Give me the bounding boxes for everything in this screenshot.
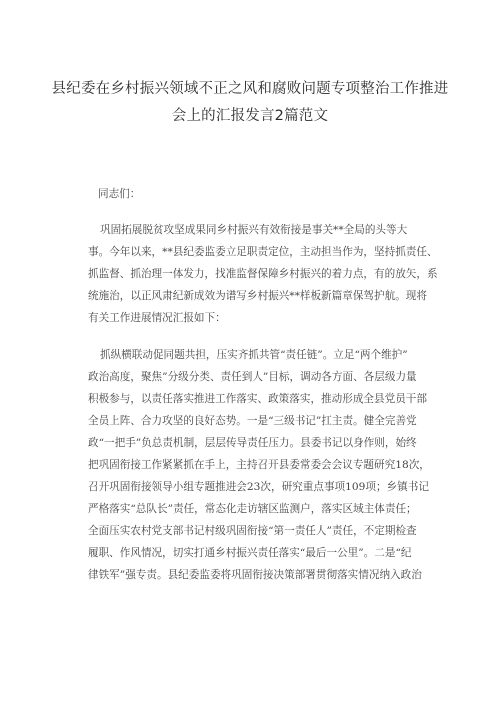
paragraph-2-line: 积极参与，以责任落实推进工作落实、政策落实，推动形成全县党员干部 [88,393,427,405]
paragraph-2-line: 把巩固衔接工作紧紧抓在手上，主持召开县委常委会会议专题研究18次， [88,459,430,471]
paragraph-2-line: 全员上阵、合力攻坚的良好态势。一是“三级书记”扛主责。健全完善党 [88,415,417,427]
paragraph-1-line: 有关工作进展情况汇报如下： [88,312,226,324]
paragraph-2-line: 政治高度，聚焦”分级分类、责任到人”目标，调动各方面、各层级力量 [88,371,417,383]
paragraph-2-line: 政“一把手”负总责机制，层层传导责任压力。县委书记以身作则，始终 [88,437,417,449]
paragraph-2-line: 履职、作风情况，切实打通乡村振兴责任落实“最后一公里”。二是“纪 [88,547,412,559]
paragraph-2-line: 召开巩固衔接领导小组专题推进会23次，研究重点事项109项；乡镇书记 [88,481,429,493]
paragraph-2-line: 严格落实“总队长”责任，常态化走访辖区监测户，落实区域主体责任； [88,503,417,515]
paragraph-2-line: 全面压实农村党支部书记村级巩固衔接“第一责任人”责任，不定期检查 [88,525,417,537]
paragraph-1-line: 抓监督、抓治理一体发力，找准监督保障乡村振兴的着力点，有的放矢，系 [88,268,438,280]
paragraph-2-line: 律铁军”强专责。县纪委监委将巩固衔接决策部署贯彻落实情况纳入政治 [88,569,422,581]
paragraph-1-line: 统施治，以正风肃纪新成效为谱写乡村振兴**样板新篇章保驾护航。现将 [88,290,427,302]
document-title-line-1: 县纪委在乡村振兴领域不正之风和腐败问题专项整治工作推进 [51,81,449,97]
paragraph-1-line: 事。今年以来，**县纪委监委立足职责定位，主动担当作为，坚持抓责任、 [88,246,438,258]
paragraph-2-line: 抓纵横联动促同题共担，压实齐抓共管“责任链”。立足“两个维护” [100,349,408,361]
paragraph-1-line: 巩固拓展脱贫攻坚成果同乡村振兴有效衔接是事关**全局的头等大 [100,224,408,236]
document-title-line-2: 会上的汇报发言2篇范文 [171,108,329,124]
salutation: 同志们： [98,188,141,200]
